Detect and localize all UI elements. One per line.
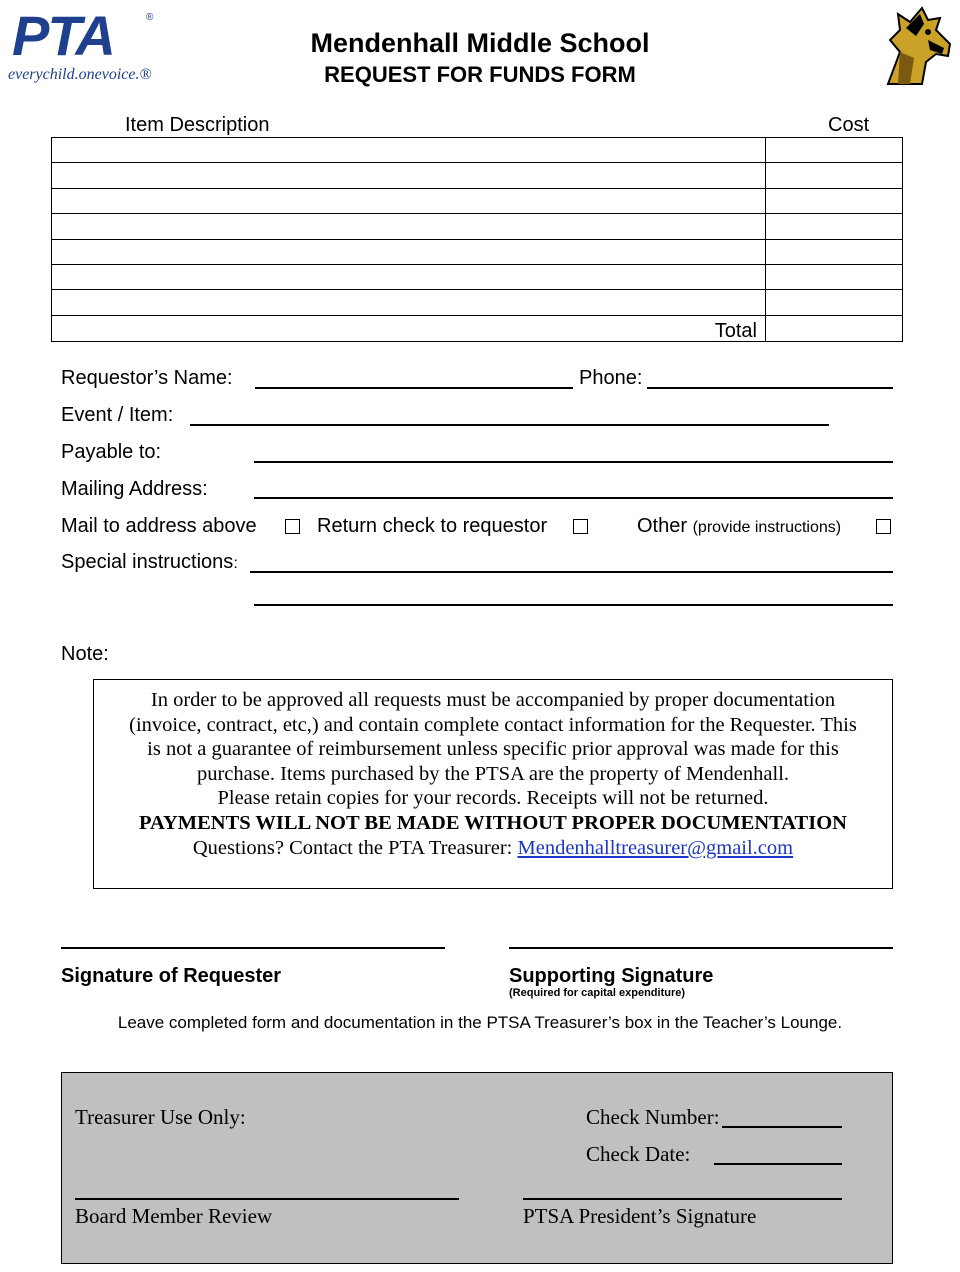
total-row — [52, 316, 902, 341]
note-line: (invoice, contract, etc,) and contain complete contact information for the Requester. This — [129, 713, 857, 736]
form-title: REQUEST FOR FUNDS FORM — [324, 62, 636, 87]
supporting-signature-line[interactable] — [509, 947, 893, 949]
leave-form-instructions: Leave completed form and documentation in the PTSA Treasurer’s box in the Teacher’s Lounge. — [117, 1013, 843, 1032]
table-row[interactable] — [52, 240, 902, 265]
note-line: Please retain copies for your records. Receipts will not be returned. — [217, 787, 769, 810]
board-review-line[interactable] — [75, 1198, 459, 1200]
event-item-label: Event / Item: — [61, 404, 174, 426]
cost-cell[interactable] — [765, 163, 766, 187]
president-signature-label: PTSA President’s Signature — [523, 1204, 757, 1228]
mail-to-address-checkbox[interactable] — [285, 519, 300, 534]
check-date-label: Check Date: — [586, 1142, 691, 1166]
special-instructions-field-2[interactable] — [254, 604, 893, 606]
note-box — [93, 679, 893, 889]
note-label: Note: — [61, 643, 109, 665]
return-check-label: Return check to requestor — [317, 515, 548, 537]
check-number-field[interactable] — [722, 1126, 842, 1128]
cost-cell[interactable] — [765, 214, 766, 238]
mailing-address-label: Mailing Address: — [61, 478, 208, 500]
phone-label: Phone: — [579, 367, 643, 389]
board-review-label: Board Member Review — [75, 1204, 273, 1228]
pta-tagline: everychild.onevoice.® — [8, 66, 152, 83]
total-label: Total — [714, 319, 757, 342]
payments-warning: PAYMENTS WILL NOT BE MADE WITHOUT PROPER DOCUMENTATION — [139, 811, 847, 834]
check-number-label: Check Number: — [586, 1105, 720, 1129]
table-row[interactable] — [52, 265, 902, 290]
return-check-checkbox[interactable] — [573, 519, 588, 534]
supporting-signature-label: Supporting Signature — [509, 965, 714, 987]
event-item-field[interactable] — [190, 424, 829, 426]
requester-signature-line[interactable] — [61, 947, 445, 949]
total-cost-cell[interactable] — [765, 316, 766, 341]
cost-cell[interactable] — [765, 189, 766, 213]
special-instructions-colon: : — [233, 555, 238, 572]
requester-signature-label: Signature of Requester — [61, 965, 282, 987]
mustang-horse-logo-icon — [870, 0, 958, 90]
payable-to-label: Payable to: — [61, 441, 162, 463]
note-line: In order to be approved all requests must be accompanied by proper documentation — [150, 689, 836, 711]
school-name: Mendenhall Middle School — [310, 28, 650, 58]
note-line: purchase. Items purchased by the PTSA are the property of Mendenhall. — [196, 762, 790, 785]
treasurer-use-box — [61, 1072, 893, 1264]
special-instructions-label — [61, 551, 238, 574]
table-row[interactable] — [52, 138, 902, 163]
pta-registered-mark: ® — [146, 12, 154, 23]
mailing-address-field[interactable] — [254, 497, 893, 499]
note-line: is not a guarantee of reimbursement unless specific prior approval was made for this — [147, 738, 839, 761]
cost-header: Cost — [828, 114, 870, 136]
other-label — [637, 515, 841, 538]
check-date-field[interactable] — [714, 1163, 842, 1165]
special-instructions-text: Special instructions — [61, 551, 234, 573]
payable-to-field[interactable] — [254, 461, 893, 463]
questions-line — [94, 836, 892, 861]
requestor-name-label: Requestor’s Name: — [61, 367, 233, 389]
table-row[interactable] — [52, 290, 902, 315]
table-row[interactable] — [52, 214, 902, 239]
table-row[interactable] — [52, 189, 902, 214]
other-checkbox[interactable] — [876, 519, 891, 534]
treasurer-email-link[interactable]: Mendenhalltreasurer@gmail.com — [517, 836, 794, 859]
phone-field[interactable] — [647, 387, 893, 389]
table-row[interactable] — [52, 163, 902, 188]
cost-cell[interactable] — [765, 290, 766, 314]
questions-text: Questions? Contact the PTA Treasurer: — [192, 836, 518, 859]
cost-cell[interactable] — [765, 240, 766, 264]
treasurer-use-title: Treasurer Use Only: — [75, 1105, 246, 1129]
mail-to-address-label: Mail to address above — [61, 515, 257, 537]
pta-logo-mark: PTA — [12, 4, 114, 67]
item-description-header: Item Description — [125, 114, 270, 136]
president-signature-line[interactable] — [523, 1198, 842, 1200]
other-label-text: Other — [637, 515, 688, 537]
requestor-name-field[interactable] — [255, 387, 573, 389]
special-instructions-field[interactable] — [250, 571, 893, 573]
supporting-signature-note: (Required for capital expenditure) — [509, 987, 686, 999]
cost-cell[interactable] — [765, 265, 766, 289]
items-table — [51, 137, 903, 342]
other-note: (provide instructions) — [692, 519, 842, 536]
cost-cell[interactable] — [765, 138, 766, 162]
